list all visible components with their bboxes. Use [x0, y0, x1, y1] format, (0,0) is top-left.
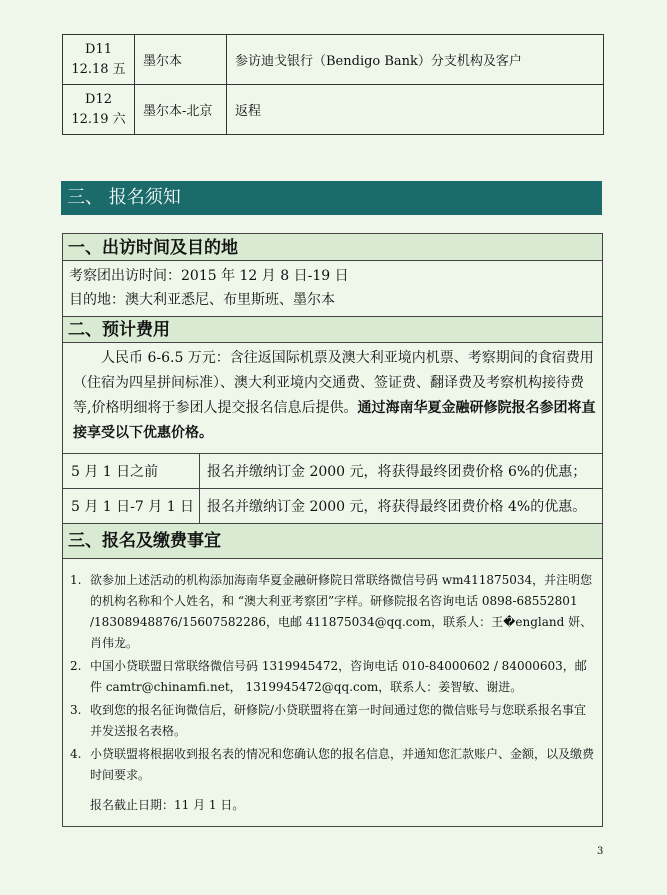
- list-item: [67, 744, 595, 786]
- item-number: 4.: [70, 747, 82, 761]
- item-text: 小贷联盟将根据收到报名表的情况和您确认您的报名信息，并通知您汇款账户、金额，以及缴费时间要求。: [90, 747, 595, 782]
- itinerary-table: [62, 34, 604, 135]
- day-label: D12: [85, 91, 112, 107]
- deadline-text: 报名截止日期：11 月 1 日。: [90, 798, 245, 812]
- registration-heading: 三、报名及缴费事宜: [63, 523, 602, 559]
- offer-period: 5 月 1 日之前: [71, 464, 159, 480]
- day-cell: [63, 35, 135, 85]
- registration-notice-box: [62, 233, 603, 827]
- section-title: 三、 报名须知: [61, 181, 602, 215]
- offer-detail: 报名并缴纳订金 2000 元，将获得最终团费价格 6%的优惠；: [207, 464, 587, 480]
- time-destination-heading: 一、出访时间及目的地: [63, 233, 602, 261]
- list-item: [67, 570, 595, 654]
- destination-text: 目的地：澳大利亚悉尼、布里斯班、墨尔本: [69, 292, 335, 308]
- activity-cell: 返程: [227, 85, 604, 135]
- cell-divider: [199, 489, 200, 523]
- cost-paragraph: [73, 346, 597, 446]
- offer-detail: 报名并缴纳订金 2000 元，将获得最终团费价格 4%的优惠。: [207, 499, 587, 515]
- cost-description: 人民币 6-6.5 万元：含往返国际机票及澳大利亚境内机票、考察期间的食宿费用（住宿为四星拼间标准）、澳大利亚境内交通费、签证费、翻译费及考察机构接待费等,价格明细将于参团人提交报名信息后提供。: [73, 350, 594, 416]
- offer-row: [63, 488, 602, 523]
- cost-heading: 二、预计费用: [63, 316, 602, 343]
- date-label: 12.19 六: [71, 111, 126, 127]
- day-cell: [63, 85, 135, 135]
- city-cell: 墨尔本: [135, 35, 227, 85]
- page-number: 3: [597, 846, 604, 857]
- discount-note: 通过海南华夏金融研修院报名参团将直接享受以下优惠价格。: [73, 400, 596, 441]
- item-text: 欲参加上述活动的机构添加海南华夏金融研修院日常联络微信号码 wm411875034，并注明您的机构名称和个人姓名，和 “澳大利亚考察团”字样。研修院报名咨询电话 0898-68552801 /18308948876/15607582286，电邮 411875034@qq.com，联系人：王�england 妍、肖伟龙。: [90, 573, 593, 650]
- city-cell: 墨尔本-北京: [135, 85, 227, 135]
- table-row: [63, 85, 604, 135]
- list-item: [67, 700, 595, 742]
- offer-period: 5 月 1 日-7 月 1 日: [71, 499, 195, 515]
- day-label: D11: [85, 41, 112, 57]
- activity-cell: 参访迪戈银行（Bendigo Bank）分支机构及客户: [227, 35, 604, 85]
- item-number: 1.: [70, 573, 82, 587]
- travel-time-text: 考察团出访时间：2015 年 12 月 8 日-19 日: [69, 268, 349, 284]
- table-row: [63, 35, 604, 85]
- item-number: 3.: [70, 703, 82, 717]
- registration-steps: [67, 570, 595, 788]
- offer-row: [63, 453, 602, 488]
- item-text: 中国小贷联盟日常联络微信号码 1319945472，咨询电话 010-84000602 / 84000603，邮件 camtr@chinamfi.net， 1319945472@qq.com，联系人：姜智敏、谢进。: [90, 659, 587, 694]
- date-label: 12.18 五: [71, 61, 126, 77]
- cell-divider: [199, 454, 200, 488]
- item-text: 收到您的报名征询微信后，研修院/小贷联盟将在第一时间通过您的微信账号与您联系报名事宜并发送报名表格。: [90, 703, 587, 738]
- list-item: [67, 656, 595, 698]
- item-number: 2.: [70, 659, 82, 673]
